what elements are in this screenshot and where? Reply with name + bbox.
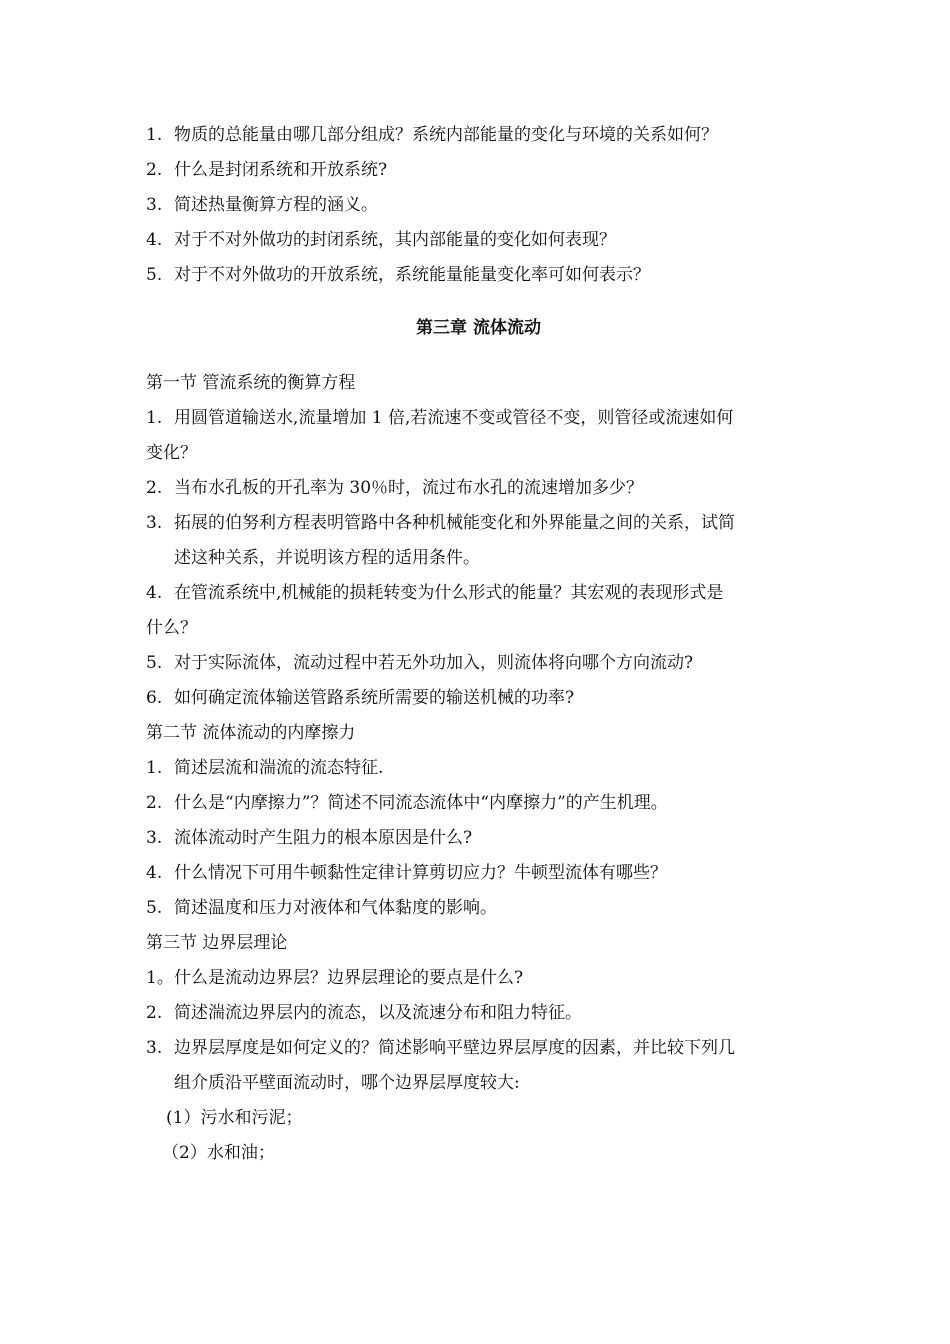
item-continuation: 变化？ bbox=[146, 443, 197, 463]
item-continuation: 什么？ bbox=[146, 618, 197, 638]
item-number: 5. bbox=[146, 653, 163, 673]
item-number: 2. bbox=[146, 478, 163, 498]
list-item bbox=[146, 856, 811, 891]
sub-item: （2）水和油； bbox=[162, 1143, 275, 1163]
item-text: 什么情况下可用牛顿黏性定律计算剪切应力？牛顿型流体有哪些？ bbox=[174, 863, 667, 883]
item-number: 4. bbox=[146, 863, 163, 883]
list-item bbox=[146, 646, 811, 681]
item-number: 1. bbox=[146, 408, 163, 428]
section-title: 第二节 流体流动的内摩擦力 bbox=[146, 723, 356, 743]
item-number: 2. bbox=[146, 160, 163, 180]
sub-item: (1）污水和污泥； bbox=[166, 1108, 303, 1128]
list-item bbox=[146, 751, 811, 786]
document-page bbox=[146, 118, 811, 1171]
list-item bbox=[146, 188, 811, 223]
item-number: 1。 bbox=[146, 968, 174, 988]
item-number: 3. bbox=[146, 1038, 163, 1058]
list-item bbox=[146, 576, 811, 611]
item-continuation: 述这种关系，并说明该方程的适用条件。 bbox=[174, 548, 480, 568]
list-item bbox=[146, 681, 811, 716]
item-number: 2. bbox=[146, 793, 163, 813]
list-item bbox=[146, 401, 811, 436]
item-number: 1. bbox=[146, 125, 163, 145]
list-item bbox=[146, 786, 811, 821]
item-continuation: 组介质沿平壁面流动时，哪个边界层厚度较大: bbox=[174, 1073, 520, 1093]
item-text: 对于不对外做功的封闭系统，其内部能量的变化如何表现？ bbox=[174, 230, 616, 250]
item-text: 简述湍流边界层内的流态，以及流速分布和阻力特征。 bbox=[174, 1003, 582, 1023]
item-text: 简述热量衡算方程的涵义。 bbox=[174, 195, 378, 215]
list-item bbox=[146, 118, 811, 153]
item-text: 对于不对外做功的开放系统，系统能量能量变化率可如何表示？ bbox=[174, 265, 650, 285]
item-text: 如何确定流体输送管路系统所需要的输送机械的功率? bbox=[174, 688, 575, 708]
item-text: 物质的总能量由哪几部分组成？系统内部能量的变化与环境的关系如何？ bbox=[174, 125, 718, 145]
item-number: 6. bbox=[146, 688, 163, 708]
item-text: 什么是流动边界层？边界层理论的要点是什么? bbox=[174, 968, 524, 988]
list-item bbox=[146, 223, 811, 258]
item-text: 什么是“内摩擦力”？简述不同流态流体中“内摩擦力”的产生机理。 bbox=[174, 793, 668, 813]
item-text: 拓展的伯努利方程表明管路中各种机械能变化和外界能量之间的关系，试简 bbox=[174, 513, 735, 533]
list-item bbox=[146, 961, 811, 996]
item-text: 简述温度和压力对液体和气体黏度的影响。 bbox=[174, 898, 497, 918]
item-number: 1. bbox=[146, 758, 163, 778]
section-title: 第一节 管流系统的衡算方程 bbox=[146, 373, 356, 393]
item-text: 在管流系统中,机械能的损耗转变为什么形式的能量？其宏观的表现形式是 bbox=[174, 583, 724, 603]
item-number: 5. bbox=[146, 265, 163, 285]
section-title: 第三节 边界层理论 bbox=[146, 933, 288, 953]
list-item bbox=[146, 258, 811, 293]
item-number: 3. bbox=[146, 195, 163, 215]
item-number: 2. bbox=[146, 1003, 163, 1023]
item-text: 用圆管道输送水,流量增加 1 倍,若流速不变或管径不变，则管径或流速如何 bbox=[174, 408, 734, 428]
list-item bbox=[146, 821, 811, 856]
intro-question-list bbox=[146, 118, 811, 293]
item-text: 简述层流和湍流的流态特征. bbox=[174, 758, 384, 778]
list-item bbox=[146, 996, 811, 1031]
item-text: 当布水孔板的开孔率为 30％时，流过布水孔的流速增加多少？ bbox=[174, 478, 644, 498]
item-text: 对于实际流体，流动过程中若无外功加入，则流体将向哪个方向流动? bbox=[174, 653, 694, 673]
item-number: 4. bbox=[146, 583, 163, 603]
item-text: 流体流动时产生阻力的根本原因是什么? bbox=[174, 828, 473, 848]
item-number: 3. bbox=[146, 513, 163, 533]
item-text: 什么是封闭系统和开放系统? bbox=[174, 160, 388, 180]
list-item bbox=[146, 506, 811, 541]
item-number: 4. bbox=[146, 230, 163, 250]
list-item bbox=[146, 891, 811, 926]
chapter-title: 第三章 流体流动 bbox=[416, 318, 541, 338]
list-item bbox=[146, 471, 811, 506]
item-number: 5. bbox=[146, 898, 163, 918]
item-text: 边界层厚度是如何定义的？简述影响平壁边界层厚度的因素，并比较下列几 bbox=[174, 1038, 735, 1058]
item-number: 3. bbox=[146, 828, 163, 848]
list-item bbox=[146, 1031, 811, 1066]
list-item bbox=[146, 153, 811, 188]
